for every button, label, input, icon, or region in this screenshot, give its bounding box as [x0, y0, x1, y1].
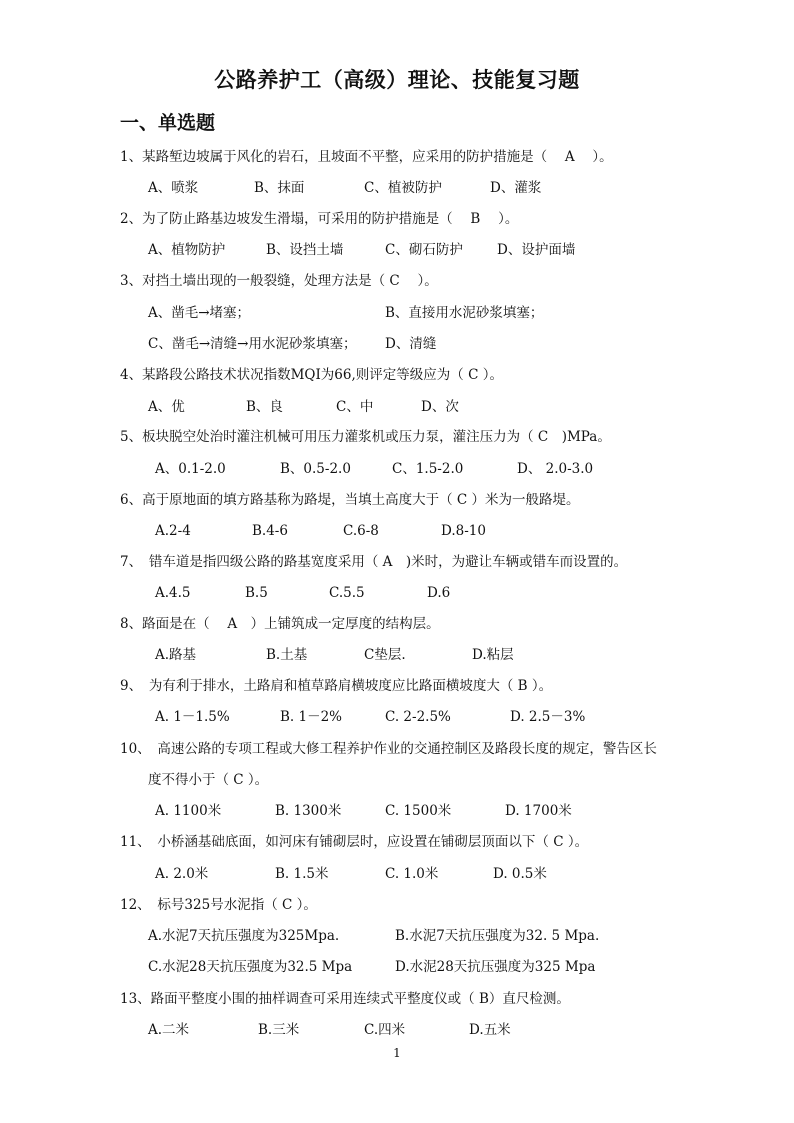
question-1: 1、某路堑边坡属于风化的岩石，且坡面不平整，应采用的防护措施是（ A ）。 — [120, 149, 613, 165]
option: D. 1700米 — [505, 803, 572, 819]
option: A.路基 — [155, 647, 197, 663]
option: A.二米 — [148, 1022, 190, 1038]
option: B、0.5-2.0 — [280, 461, 351, 477]
question-13: 13、路面平整度小围的抽样调查可采用连续式平整度仪或（ B）直尺检测。 — [120, 991, 570, 1007]
question-4: 4、某路段公路技术状况指数MQI为66,则评定等级应为（ C ）。 — [120, 367, 503, 383]
option: A、优 — [148, 399, 185, 415]
option: D、设护面墙 — [497, 242, 576, 258]
option: A. 1－1.5% — [155, 709, 230, 725]
option: B、抹面 — [254, 180, 305, 196]
option: C.6-8 — [343, 523, 379, 539]
question-11: 11、 小桥涵基础底面，如河床有铺砌层时，应设置在铺砌层顶面以下（ C ）。 — [120, 834, 589, 850]
option: C垫层. — [364, 647, 406, 663]
option: B.三米 — [258, 1022, 300, 1038]
option: C、凿毛→清缝→用水泥砂浆填塞； — [148, 336, 357, 352]
option: A.2-4 — [155, 523, 191, 539]
question-8: 8、路面是在（ A ）上铺筑成一定厚度的结构层。 — [120, 616, 440, 632]
option: C. 1.0米 — [385, 866, 439, 882]
option: B.5 — [245, 585, 268, 601]
option: C、砌石防护 — [385, 242, 463, 258]
option: C.四米 — [364, 1022, 406, 1038]
option: B.土基 — [266, 647, 308, 663]
option: A.水泥7天抗压强度为325Mpa. — [148, 928, 340, 944]
option: D. 0.5米 — [493, 866, 547, 882]
option: D、清缝 — [385, 336, 437, 352]
option: B、设挡土墙 — [266, 242, 344, 258]
question-10: 10、 高速公路的专项工程或大修工程养护作业的交通控制区及路段长度的规定，警告区长 — [120, 741, 657, 757]
option: C. 1500米 — [385, 803, 452, 819]
question-5: 5、板块脱空处治时灌注机械可用压力灌浆机或压力泵，灌注压力为（ C )MPa。 — [120, 429, 611, 445]
question-12: 12、 标号325号水泥指（ C ）。 — [120, 897, 317, 913]
question-6: 6、高于原地面的填方路基称为路堤，当填土高度大于（ C ）米为一般路堤。 — [120, 492, 580, 508]
option: A、凿毛→堵塞； — [148, 305, 251, 321]
option: C. 2-2.5% — [385, 709, 451, 725]
option: D.6 — [427, 585, 451, 601]
option: D、灌浆 — [490, 180, 542, 196]
question-7: 7、 错车道是指四级公路的路基宽度采用（ A )米时，为避让车辆或错车而设置的。 — [120, 554, 628, 570]
option: A.4.5 — [155, 585, 191, 601]
option: C、植被防护 — [364, 180, 442, 196]
option: D.水泥28天抗压强度为325 Mpa — [395, 959, 596, 975]
question-2: 2、为了防止路基边坡发生滑塌，可采用的防护措施是（ B ）。 — [120, 211, 519, 227]
question-9: 9、 为有利于排水，土路肩和植草路肩横坡度应比路面横坡度大（ B ）。 — [120, 678, 553, 694]
option: A、喷浆 — [148, 180, 199, 196]
option: D.五米 — [469, 1022, 511, 1038]
option: D、 2.0-3.0 — [517, 461, 594, 477]
option: D、次 — [421, 399, 459, 415]
page-number: 1 — [393, 1046, 401, 1060]
option: B.水泥7天抗压强度为32. 5 Mpa. — [395, 928, 600, 944]
option: B、直接用水泥砂浆填塞； — [385, 305, 544, 321]
option: C.水泥28天抗压强度为32.5 Mpa — [148, 959, 353, 975]
section-heading: 一、单选题 — [120, 112, 216, 134]
option: D. 2.5－3% — [510, 709, 586, 725]
option: D.8-10 — [441, 523, 486, 539]
option: D.粘层 — [472, 647, 514, 663]
option: A. 2.0米 — [155, 866, 209, 882]
page-title: 公路养护工（高级）理论、技能复习题 — [214, 67, 580, 92]
option: B. 1.5米 — [275, 866, 329, 882]
option: B. 1300米 — [275, 803, 342, 819]
option: C、中 — [336, 399, 374, 415]
option: B. 1－2% — [280, 709, 343, 725]
option: C.5.5 — [329, 585, 365, 601]
option: A. 1100米 — [155, 803, 222, 819]
question-3: 3、对挡土墙出现的一般裂缝，处理方法是（ C ）。 — [120, 273, 438, 289]
question-10-continued: 度不得小于（ C ）。 — [148, 772, 269, 788]
option: C、1.5-2.0 — [392, 461, 464, 477]
option: A、植物防护 — [148, 242, 226, 258]
option: B、良 — [246, 399, 283, 415]
option: B.4-6 — [252, 523, 288, 539]
option: A、0.1-2.0 — [155, 461, 226, 477]
